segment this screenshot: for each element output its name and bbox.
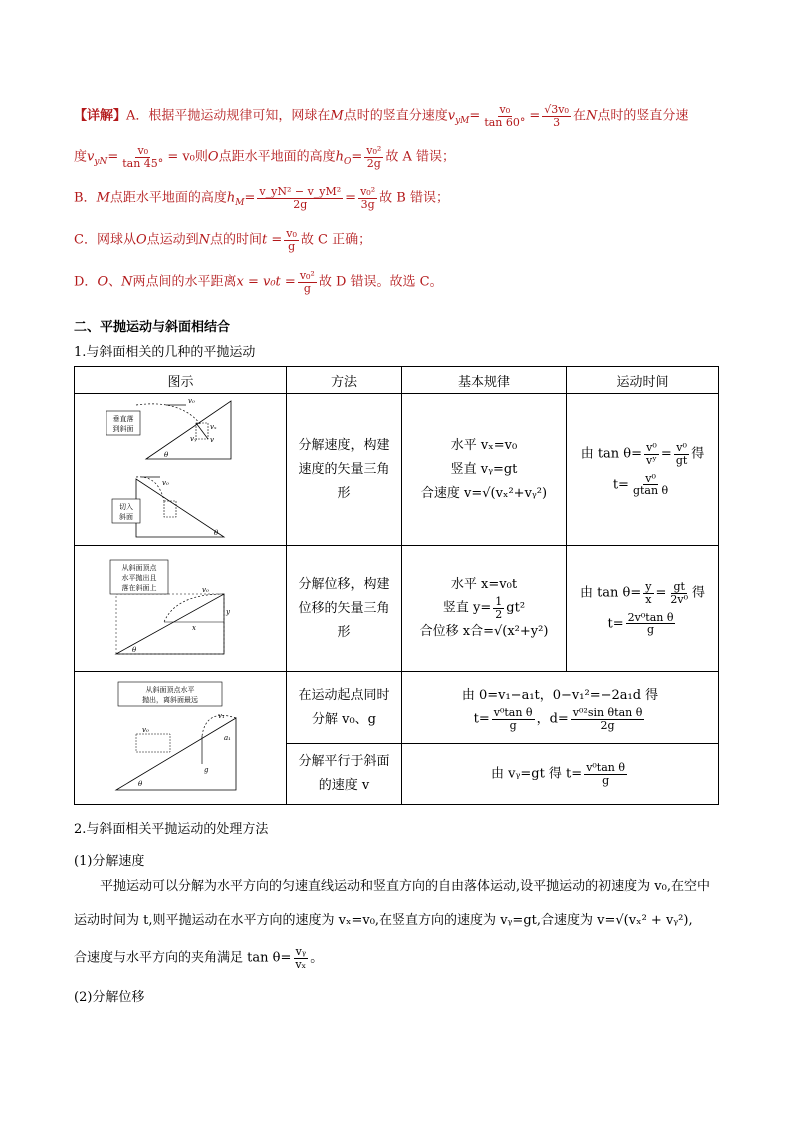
time-cell: 由 tan θ= $\frac{\text{v⁰}}{\text{vʸ}}$ = $\frac{\text{v⁰}}{gt}$ 得 t= $\frac{\text{v⁰}}{\text{gtan θ}}$	[567, 394, 719, 546]
sym-v1: v₁	[217, 712, 225, 720]
table-header-row	[75, 367, 719, 394]
fraction: $\frac{\text{v₀²}}{3g}$	[360, 185, 376, 211]
v-arrow	[196, 423, 208, 439]
label-1: 从斜面顶点	[121, 564, 156, 572]
fraction: $\frac{\text{v\_yN² − v\_yM²}}{2g}$	[259, 185, 342, 211]
sym-x: x	[191, 624, 196, 632]
paragraph-velocity: 平抛运动可以分解为水平方向的匀速直线运动和竖直方向的自由落体运动,设平抛运动的初速度为 v₀,在空中运动时间为 t,则平抛运动在水平方向的速度为 vₓ=v₀,在竖直方向的速度为 vᵧ=gt,合速度为 v=√(vₓ² + vᵧ²),	[74, 879, 710, 928]
sym-theta: θ	[137, 780, 142, 788]
sym-g: g	[203, 766, 208, 774]
sym-v: v	[209, 436, 214, 444]
label-bottom-1: 切入	[118, 503, 133, 511]
trajectory-curve	[164, 594, 224, 622]
section-title: 二、平抛运动与斜面相结合	[74, 320, 231, 335]
subsection-velocity: (1)分解速度	[74, 854, 145, 869]
table-row	[75, 546, 719, 672]
sym-a1: a₁	[223, 734, 231, 742]
law-cell: 水平 vₓ=v₀ 竖直 vᵧ=gt 合速度 v=√(vₓ²+vᵧ²)	[402, 394, 567, 546]
col-header-method: 方法	[287, 367, 402, 394]
subsection-title-2: 2.与斜面相关平抛运动的处理方法	[74, 822, 269, 837]
subsection-title: 1.与斜面相关的几种的平抛运动	[74, 345, 256, 360]
detail-line-1: 【详解】A．根据平抛运动规律可知，网球在M点时的竖直分速度$v_{yM}=$ $\frac{\text{v₀}}{\tan 60^\circ}$ = $\frac{\text{√3v₀}}{3}$ 在N点时的竖直分速	[74, 103, 689, 129]
label-3: 落在斜面上	[121, 584, 156, 592]
law-cell: 由 0=v₁−a₁t，0−v₁²=−2a₁d 得 t= $\frac{\text{v⁰tan θ}}{g}$ ，d= $\frac{\text{v⁰²sin θtan θ}}{2g}$	[402, 672, 719, 744]
motion-table	[74, 366, 719, 805]
fraction: $\frac{\text{v₀²}}{g}$	[299, 269, 315, 295]
method-cell: 分解速度，构建 速度的矢量三角 形	[287, 394, 402, 546]
label-2: 抛出，离斜面最远	[141, 696, 198, 704]
sym-v0: v₀	[141, 726, 149, 734]
incline-shape	[146, 401, 231, 459]
component-rect	[136, 734, 170, 752]
farthest-from-incline-diagram	[106, 678, 256, 798]
diagram-cell	[75, 394, 287, 546]
method-cell: 分解平行于斜面 的速度 v	[287, 744, 402, 805]
fraction: $\frac{\text{v₀}}{\tan 45^\circ}$	[122, 144, 164, 170]
sym-theta-2: θ	[213, 529, 218, 537]
sym-vx: vₓ	[209, 423, 216, 431]
table-row	[75, 394, 719, 546]
displacement-decomposition-diagram	[106, 556, 256, 661]
fraction: $\frac{\text{v₀²}}{2g}$	[366, 144, 382, 170]
label-bottom-2: 斜面	[118, 513, 133, 521]
sym-v0: v₀	[201, 586, 209, 594]
table-row	[75, 672, 719, 744]
law-cell: 由 vᵧ=gt 得 t= $\frac{\text{v⁰tan θ}}{g}$	[402, 744, 719, 805]
detail-line-3: B．M点距水平地面的高度$h_M=$ $\frac{\text{v\_yN² − v\_yM²}}{2g}$ = $\frac{\text{v₀²}}{3g}$ 故 B 错误；	[74, 185, 449, 211]
sym-v0-2: v₀	[161, 479, 169, 487]
fraction: $\frac{\text{v₀}}{g}$	[286, 227, 297, 253]
fraction: $\frac{\text{v₀}}{\tan 60^\circ}$	[484, 103, 526, 129]
label-top-2: 到斜面	[112, 425, 133, 433]
sym-theta: θ	[163, 451, 168, 459]
col-header-law: 基本规律	[402, 367, 567, 394]
subsection-displacement: (2)分解位移	[74, 990, 145, 1005]
label-top-1: 垂直落	[112, 415, 133, 423]
diagram-cell	[75, 546, 287, 672]
sym-vy: vᵧ	[189, 435, 197, 443]
sym-y: y	[225, 608, 230, 616]
detail-line-5: D．O、N两点间的水平距离x = v₀t = $\frac{\text{v₀²}}{g}$ 故 D 错误。故选 C。	[74, 269, 443, 295]
trajectory-curve-2	[136, 477, 164, 501]
col-header-diagram: 图示	[75, 367, 287, 394]
time-cell: 由 tan θ= $\frac{y}{x}$ = $\frac{gt}{\text{2v⁰}}$ 得 t= $\frac{\text{2v⁰tan θ}}{g}$	[567, 546, 719, 672]
incline-shape	[116, 718, 236, 790]
detail-tag: 【详解】	[74, 108, 127, 124]
sym-theta: θ	[131, 646, 136, 654]
sym-v0: v₀	[187, 397, 195, 405]
method-cell: 在运动起点同时 分解 v₀、g	[287, 672, 402, 744]
col-header-time: 运动时间	[567, 367, 719, 394]
trajectory-curve	[136, 404, 201, 425]
method-cell: 分解位移，构建 位移的矢量三角 形	[287, 546, 402, 672]
incline-shape	[116, 594, 224, 654]
detail-line-2: 度$v_{yN}=$ $\frac{\text{v₀}}{\tan 45^\circ}$ = v₀则O点距水平地面的高度$h_O=$ $\frac{\text{v₀²}}{2g}$ 故 A 错误；	[74, 144, 455, 170]
paragraph-velocity-last: 合速度与水平方向的夹角满足 tan θ= $\frac{\text{vᵧ}}{\text{vₓ}}$ 。	[74, 945, 324, 971]
incline-shape-2	[136, 479, 224, 537]
velocity-triangle-2	[164, 501, 176, 517]
detail-line-4: C．网球从O点运动到N点的时间t = $\frac{\text{v₀}}{g}$ 故 C 正确；	[74, 227, 372, 253]
diagram-cell	[75, 672, 287, 805]
fraction: $\frac{\text{√3v₀}}{3}$	[544, 103, 569, 129]
velocity-decomposition-diagram	[106, 397, 256, 542]
law-cell: 水平 x=v₀t 竖直 y= $\frac{1}{2}$ gt² 合位移 x合=√(x²+y²)	[402, 546, 567, 672]
label-2: 水平抛出且	[121, 574, 156, 582]
label-1: 从斜面顶点水平	[145, 686, 194, 694]
